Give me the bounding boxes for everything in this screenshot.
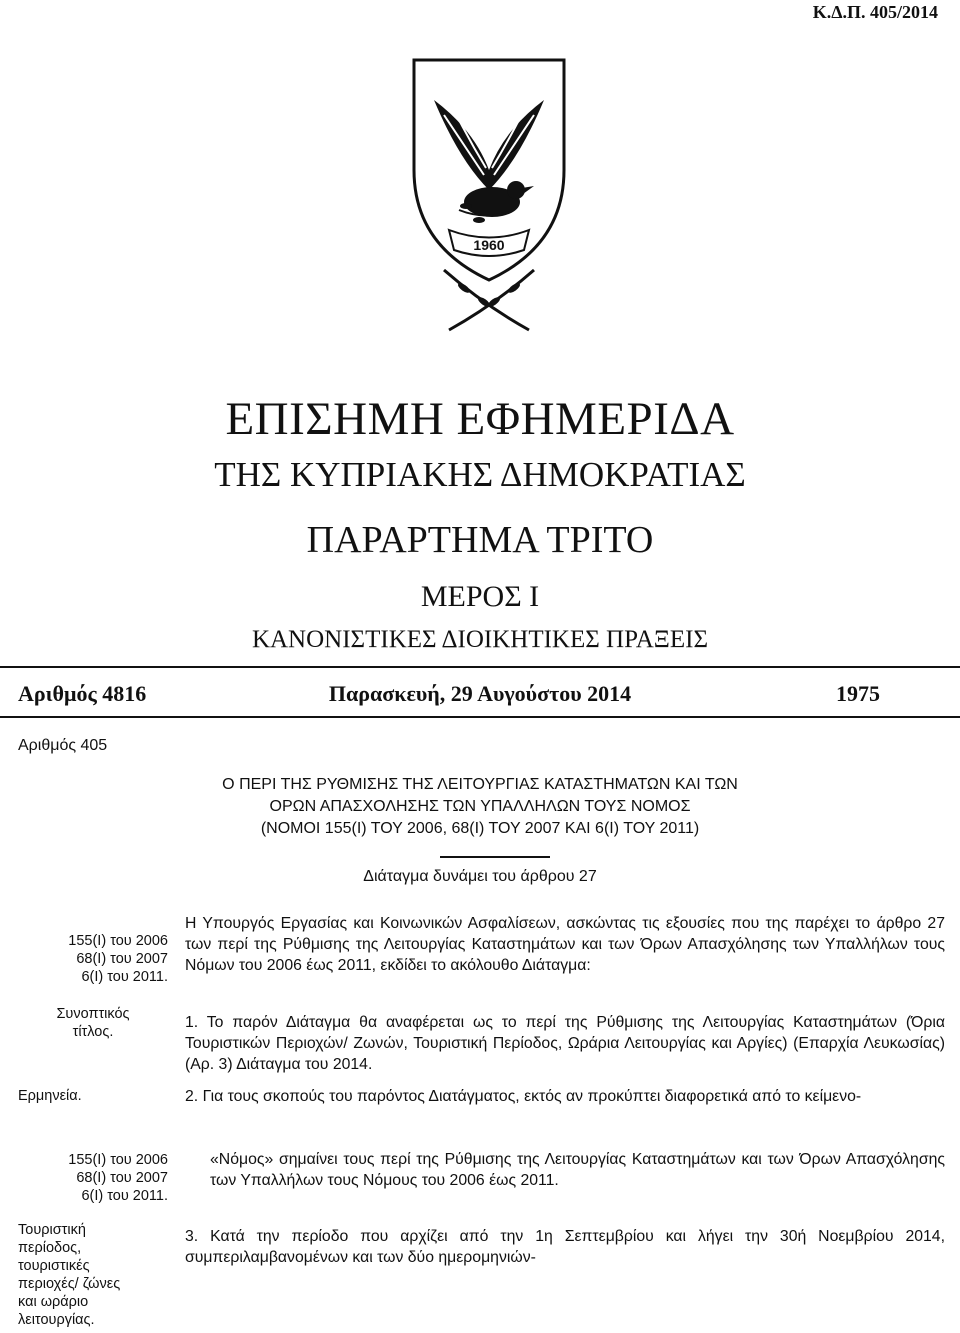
gazette-subtitle: ΤΗΣ ΚΥΠΡΙΑΚΗΣ ΔΗΜΟΚΡΑΤΙΑΣ xyxy=(214,455,746,494)
margin-note-tourist-period xyxy=(18,1221,168,1329)
title-underline xyxy=(440,856,550,858)
preamble-paragraph: Η Υπουργός Εργασίας και Κοινωνικών Ασφαλίσεων, ασκώντας τις εξουσίες που της παρέχει το άρθρο 27 των περί της Ρύθμισης της Λειτουργίας Καταστημάτων και των Όρων Απασχόλησης των Υπαλλήλων τους Νόμων του 2006 έως 2011, εκδίδει το ακόλουθο Διάταγμα: xyxy=(185,915,945,974)
margin-note-text: 155(Ι) του 2006 68(Ι) του 2007 6(Ι) του 2011. xyxy=(68,1152,168,1204)
document-number: Αριθμός 405 xyxy=(18,737,108,754)
section-title: ΚΑΝΟΝΙΣΤΙΚΕΣ ΔΙΟΙΚΗΤΙΚΕΣ ΠΡΑΞΕΙΣ xyxy=(251,626,709,653)
margin-note-laws xyxy=(18,932,168,986)
margin-note-text: Τουριστική περίοδος, τουριστικές περιοχές/ ζώνες και ωράριο λειτουργίας. xyxy=(18,1222,121,1328)
cyprus-coat-of-arms-icon xyxy=(404,40,574,335)
margin-note-short-title xyxy=(18,1005,168,1041)
paragraph-3: 3. Κατά την περίοδο που αρχίζει από την 1η Σεπτεμβρίου και λήγει την 30ή Νοεμβρίου 2014, συμπεριλαμβανομένων και των δύο ημερομηνιών- xyxy=(185,1228,945,1266)
issue-date: Παρασκευή, 29 Αυγούστου 2014 xyxy=(328,681,632,706)
decree-basis: Διάταγμα δυνάμει του άρθρου 27 xyxy=(363,868,597,885)
definition-law: «Νόμος» σημαίνει τους περί της Ρύθμισης της Λειτουργίας Καταστημάτων και των Όρων Απασχόλησης των Υπαλλήλων τους Νόμους του 2006 έως 2011. xyxy=(210,1151,945,1189)
bottom-divider xyxy=(0,716,960,718)
paragraph-2: 2. Για τους σκοπούς του παρόντος Διατάγματος, εκτός αν προκύπτει διαφορετικά από το κείμενο- xyxy=(185,1088,862,1105)
paragraph-1: 1. Το παρόν Διάταγμα θα αναφέρεται ως το περί της Ρύθμισης της Λειτουργίας Καταστημάτων (Όρια Τουριστικών Περιοχών/ Ζωνών, Τουριστική Περίοδος, Ωράρια Λειτουργίας και Αργίες) (Επαρχία Λευκωσίας) (Αρ. 3) Διάταγμα του 2014. xyxy=(185,1014,945,1073)
margin-note-laws xyxy=(18,1151,168,1205)
margin-note-text: 155(Ι) του 2006 68(Ι) του 2007 6(Ι) του 2011. xyxy=(68,933,168,985)
law-title-line: (ΝΟΜΟΙ 155(Ι) ΤΟΥ 2006, 68(Ι) ΤΟΥ 2007 ΚΑΙ 6(Ι) ΤΟΥ 2011) xyxy=(260,820,700,837)
gazette-title: ΕΠΙΣΗΜΗ ΕΦΗΜΕΡΙΔΑ xyxy=(225,393,735,445)
issue-number: Αριθμός 4816 xyxy=(18,681,147,706)
law-title-line: ΟΡΩΝ ΑΠΑΣΧΟΛΗΣΗΣ ΤΩΝ ΥΠΑΛΛΗΛΩΝ ΤΟΥΣ ΝΟΜΟΣ xyxy=(269,798,691,815)
emblem-year: 1960 xyxy=(473,237,505,253)
dove-wing-left xyxy=(434,100,489,190)
top-divider xyxy=(0,666,960,668)
margin-note-text: Ερμηνεία. xyxy=(18,1088,82,1104)
supplement-title: ΠΑΡΑΡΤΗΜΑ ΤΡΙΤΟ xyxy=(306,519,654,561)
gazette-reference: Κ.Δ.Π. 405/2014 xyxy=(812,2,938,22)
page-number: 1975 xyxy=(836,681,880,706)
law-title-line: Ο ΠΕΡΙ ΤΗΣ ΡΥΘΜΙΣΗΣ ΤΗΣ ΛΕΙΤΟΥΡΓΙΑΣ ΚΑΤΑΣΤΗΜΑΤΩΝ ΚΑΙ ΤΩΝ xyxy=(222,776,738,793)
margin-note-interpretation xyxy=(18,1087,168,1105)
margin-note-text: Συνοπτικός τίτλος. xyxy=(56,1006,130,1040)
part-title: ΜΕΡΟΣ Ι xyxy=(420,580,540,613)
dove-wing-right xyxy=(489,100,544,190)
